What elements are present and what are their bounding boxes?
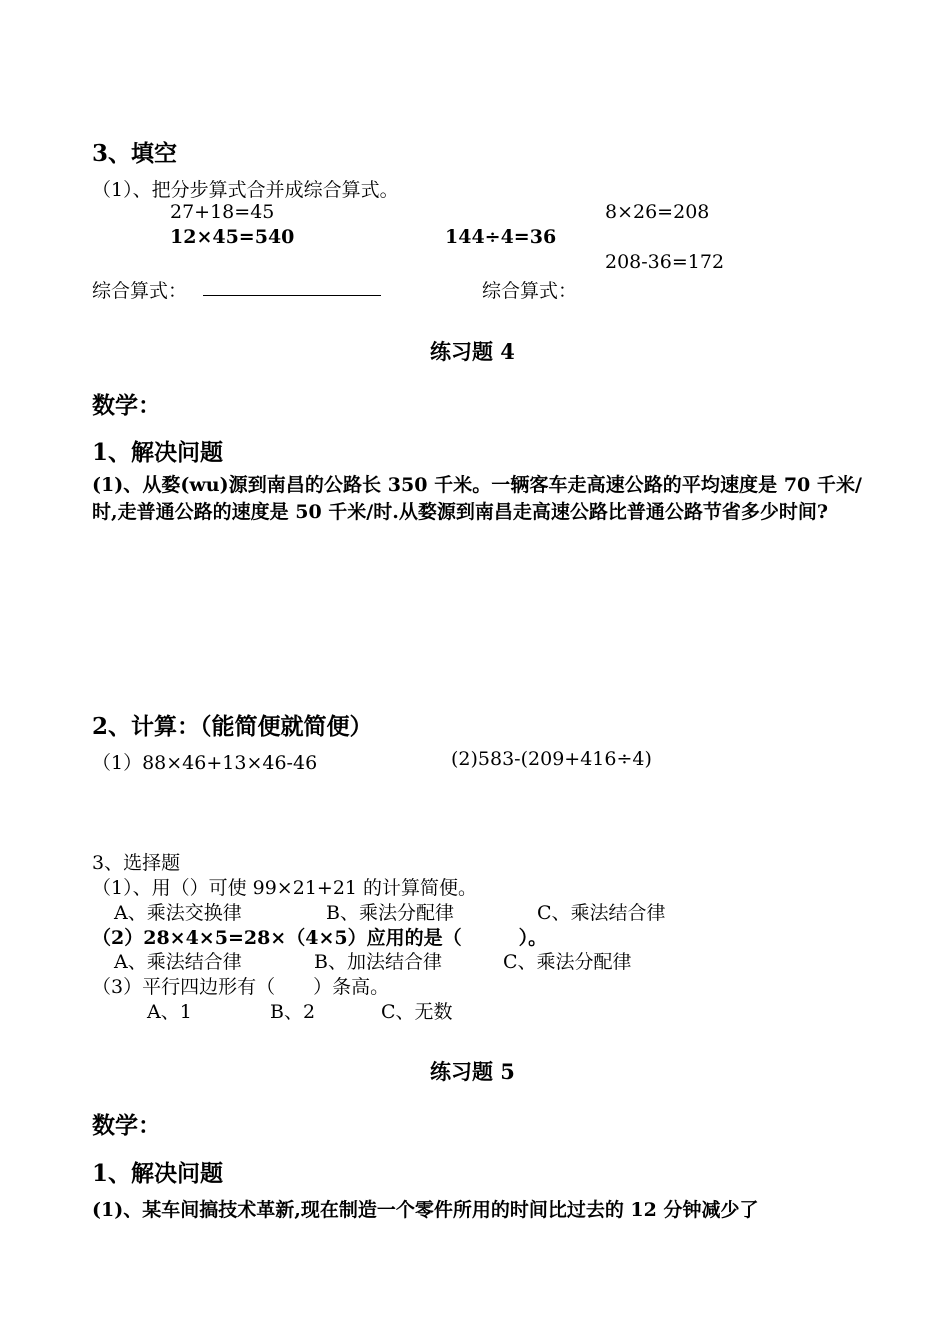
calculation-heading: 2、计算：（能简便就简便） (92, 713, 373, 740)
choice-question-2: （2）28×4×5=28×（4×5）应用的是（ ）。 (92, 927, 548, 949)
step-equation: 208-36=172 (605, 251, 725, 273)
choice-question-3: （3）平行四边形有（ ）条高。 (92, 976, 390, 998)
step-equation: 144÷4=36 (445, 226, 557, 248)
word-problem-1: (1)、某车间搞技术革新,现在制造一个零件所用的时间比过去的 12 分钟减少了 (92, 1199, 759, 1221)
choice-option[interactable]: A、乘法结合律 (114, 951, 242, 973)
fill-question-1: （1）、把分步算式合并成综合算式。 (92, 179, 399, 201)
choice-option[interactable]: B、2 (270, 1001, 316, 1023)
choice-option[interactable]: B、乘法分配律 (326, 902, 454, 924)
subject-label: 数学： (92, 392, 161, 419)
choice-question-1: （1）、用（）可使 99×21+21 的计算简便。 (92, 877, 478, 899)
exercise-4-title: 练习题 4 (430, 339, 515, 364)
problem-solving-heading: 1、解决问题 (92, 1160, 224, 1187)
choice-option[interactable]: C、无数 (381, 1001, 453, 1023)
subject-label: 数学： (92, 1112, 161, 1139)
choice-option[interactable]: B、加法结合律 (314, 951, 442, 973)
choice-option[interactable]: A、1 (147, 1001, 192, 1023)
step-equation: 27+18=45 (170, 201, 275, 223)
choice-option[interactable]: A、乘法交换律 (114, 902, 242, 924)
fill-section-heading: 3、填空 (92, 140, 178, 167)
problem-solving-heading: 1、解决问题 (92, 439, 224, 466)
choice-option[interactable]: C、乘法分配律 (503, 951, 632, 973)
calc-question-2: (2)583-(209+416÷4) (451, 748, 652, 770)
word-problem-1: (1)、从婺(wu)源到南昌的公路长 350 千米。一辆客车走高速公路的平均速度是 70 千米/时,走普通公路的速度是 50 千米/时.从婺源到南昌走高速公路比普通公路节省多少时间? (92, 474, 862, 523)
combined-formula-label: 综合算式： (482, 280, 578, 302)
answer-blank-line[interactable] (203, 295, 381, 296)
choice-option[interactable]: C、乘法结合律 (537, 902, 666, 924)
step-equation: 12×45=540 (170, 226, 295, 248)
step-equation: 8×26=208 (605, 201, 710, 223)
exercise-5-title: 练习题 5 (430, 1059, 515, 1084)
calc-question-1: （1）88×46+13×46-46 (92, 752, 318, 774)
choice-heading: 3、选择题 (92, 852, 181, 874)
combined-formula-label: 综合算式： (92, 280, 188, 302)
